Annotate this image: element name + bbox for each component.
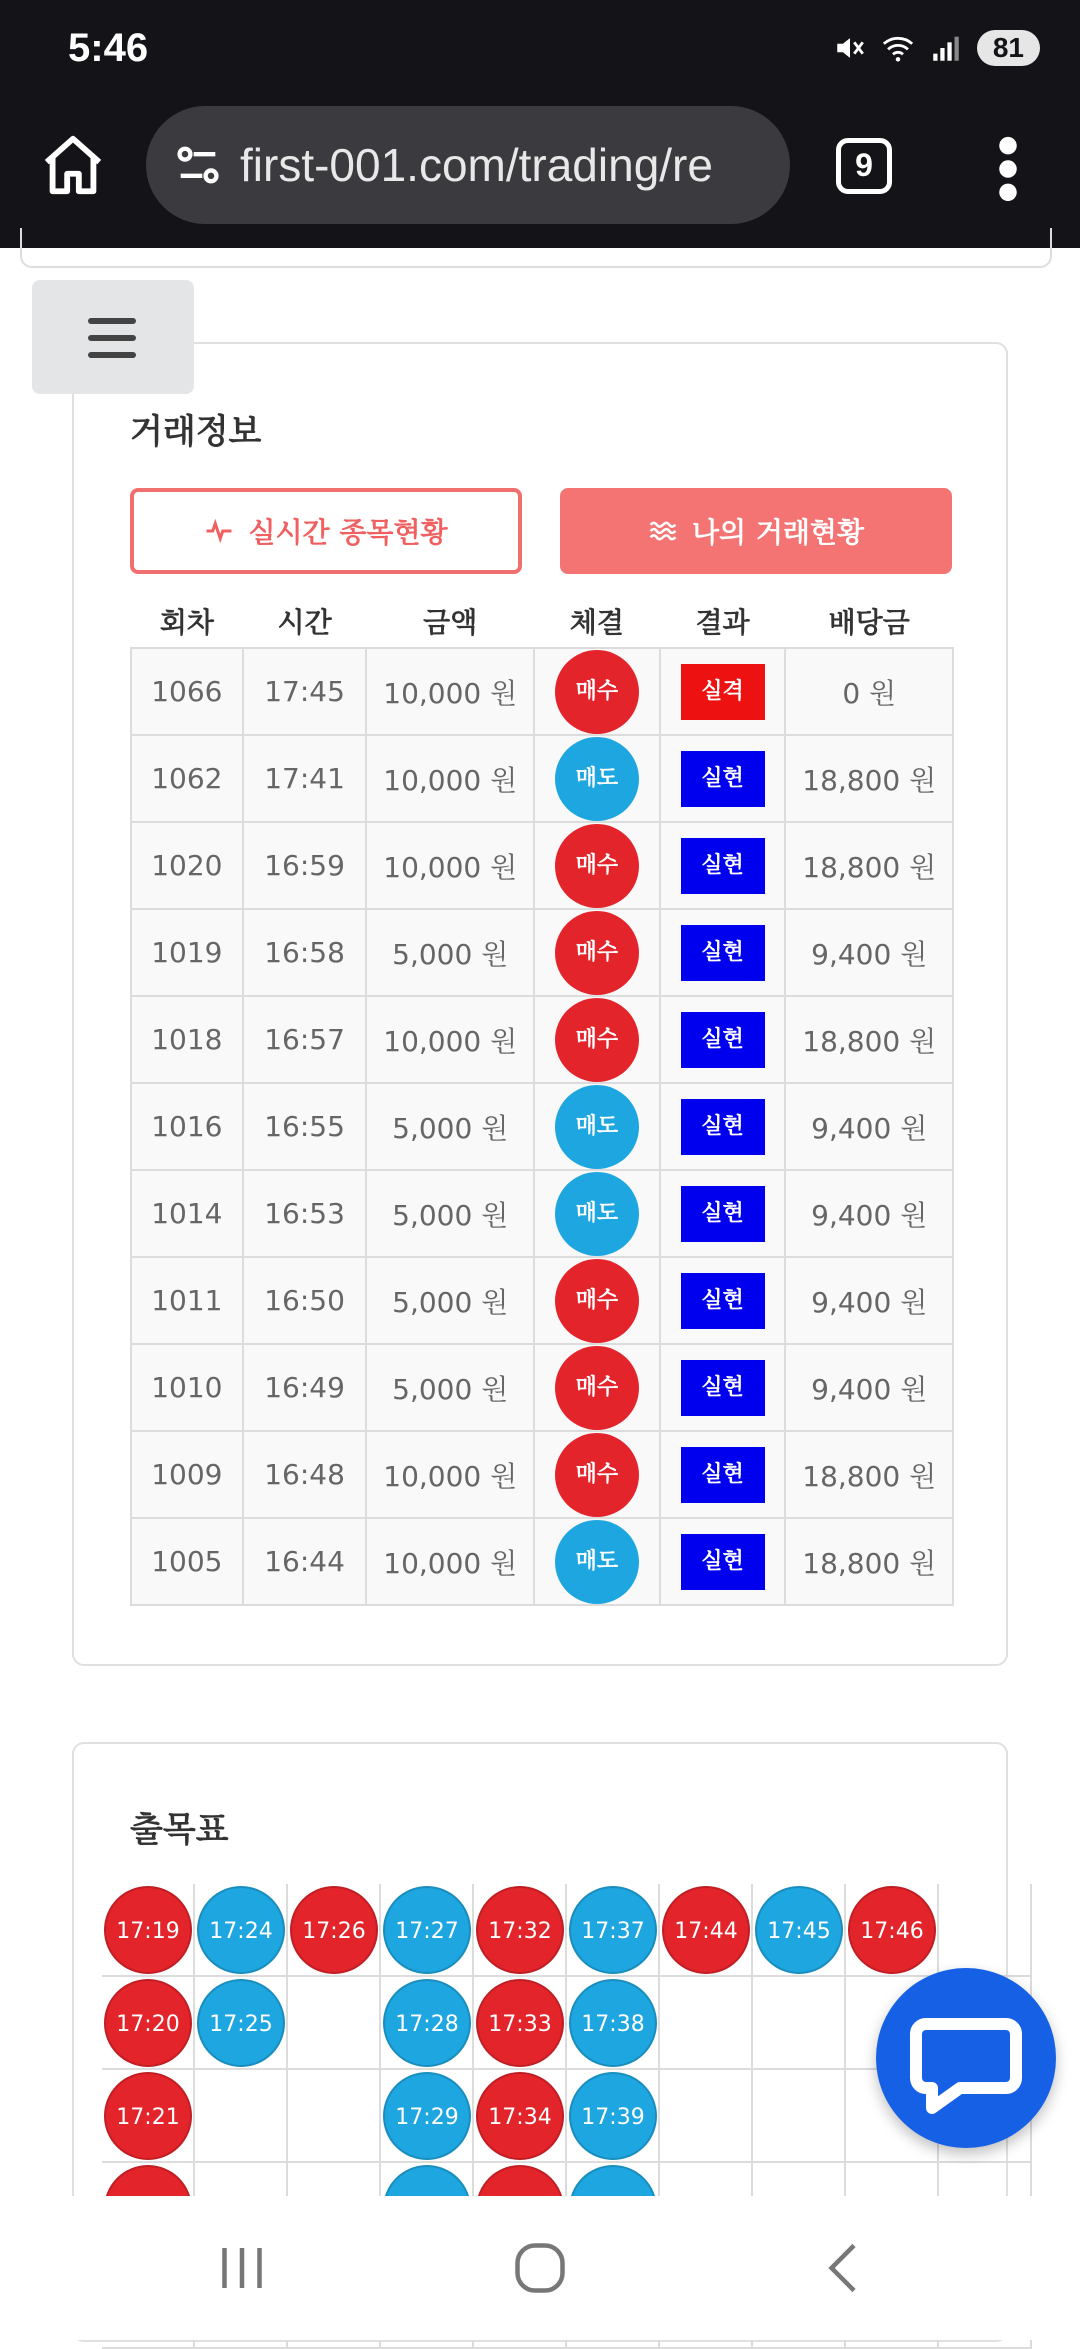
payout-cell: 18,800 원 [785,1431,953,1518]
recent-apps-icon[interactable] [212,2238,272,2298]
time-cell: 16:48 [243,1431,367,1518]
grid-cell [753,1977,846,2070]
table-row [131,1431,953,1518]
table-row [131,1518,953,1605]
signal-icon [929,31,963,65]
buy-chip: 17:44 [662,1886,750,1974]
time-cell: 17:41 [243,735,367,822]
mute-icon [833,31,867,65]
result-cell [660,1257,786,1344]
sell-chip: 17:39 [569,2072,657,2160]
result-badge: 실현 [681,1099,765,1155]
buy-chip: 17:46 [848,1886,936,1974]
round-cell: 1016 [131,1083,243,1170]
column-header: 회차 [159,605,214,639]
side-cell [534,1344,660,1431]
payout-cell: 9,400 원 [785,1344,953,1431]
payout-cell: 9,400 원 [785,1170,953,1257]
trade-info-title: 거래정보 [130,412,262,452]
time-cell: 16:59 [243,822,367,909]
column-header: 체결 [569,605,624,639]
time-cell: 16:58 [243,909,367,996]
column-header: 금액 [423,605,478,639]
table-row [131,996,953,1083]
time-cell: 17:45 [243,648,367,735]
time-cell: 16:53 [243,1170,367,1257]
result-cell [660,1344,786,1431]
payout-cell: 18,800 원 [785,996,953,1083]
round-cell: 1009 [131,1431,243,1518]
buy-badge: 매수 [555,1259,639,1343]
table-header-row [131,594,953,648]
buy-badge: 매수 [555,824,639,908]
column-header: 시간 [277,605,332,639]
round-cell: 1010 [131,1344,243,1431]
result-badge: 실현 [681,1273,765,1329]
system-nav-bar [0,2196,1080,2340]
chat-button[interactable] [876,1968,1056,2148]
result-badge: 실현 [681,838,765,894]
side-cell [534,822,660,909]
home-icon[interactable] [38,130,108,200]
page-content [0,248,1080,2196]
result-cell [660,909,786,996]
grid-cell [288,1977,381,2070]
status-time: 5:46 [68,26,149,70]
result-cell [660,735,786,822]
table-row [131,648,953,735]
side-cell [534,1170,660,1257]
sell-chip: 17:28 [383,1979,471,2067]
table-row [131,1083,953,1170]
payout-cell: 9,400 원 [785,909,953,996]
amount-cell: 10,000 원 [366,648,534,735]
sell-chip: 17:29 [383,2072,471,2160]
buy-badge: 매수 [555,998,639,1082]
sell-chip: 17:37 [569,1886,657,1974]
payout-cell: 9,400 원 [785,1257,953,1344]
result-cell [660,648,786,735]
payout-cell: 18,800 원 [785,822,953,909]
buy-chip: 17:21 [104,2072,192,2160]
result-badge: 실격 [681,664,765,720]
amount-cell: 10,000 원 [366,822,534,909]
amount-cell: 10,000 원 [366,1431,534,1518]
result-cell [660,1518,786,1605]
payout-cell: 18,800 원 [785,735,953,822]
result-cell [660,1431,786,1518]
table-row [131,1344,953,1431]
sell-badge: 매도 [555,1520,639,1604]
status-icons [833,30,1040,66]
buy-badge: 매수 [555,911,639,995]
side-cell [534,996,660,1083]
round-cell: 1014 [131,1170,243,1257]
amount-cell: 10,000 원 [366,1518,534,1605]
amount-cell: 5,000 원 [366,909,534,996]
table-row [131,1257,953,1344]
buy-chip: 17:33 [476,1979,564,2067]
sell-chip: 17:24 [197,1886,285,1974]
round-cell: 1019 [131,909,243,996]
result-cell [660,1170,786,1257]
my-trades-button[interactable] [560,488,952,574]
buy-chip: 17:20 [104,1979,192,2067]
tab-switcher-button[interactable]: 9 [836,138,892,194]
sell-chip: 17:38 [569,1979,657,2067]
round-cell: 1066 [131,648,243,735]
payout-cell: 0 원 [785,648,953,735]
browser-toolbar [0,100,1080,248]
grid-cell [195,2070,288,2163]
result-badge: 실현 [681,1534,765,1590]
waves-icon [648,516,678,546]
round-cell: 1005 [131,1518,243,1605]
result-cell [660,1083,786,1170]
status-bar [0,0,1080,100]
round-cell: 1011 [131,1257,243,1344]
buy-chip: 17:32 [476,1886,564,1974]
side-cell [534,735,660,822]
outcome-chart-title: 출목표 [130,1810,229,1850]
back-icon[interactable] [814,2238,874,2298]
result-cell [660,996,786,1083]
buy-chip: 17:19 [104,1886,192,1974]
grid-cell [660,1977,753,2070]
sell-chip: 17:45 [755,1886,843,1974]
result-badge: 실현 [681,1012,765,1068]
chat-bubble-icon [876,1968,1056,2148]
column-header: 배당금 [828,605,910,639]
pulse-icon [204,516,234,546]
table-body [131,648,953,1605]
time-cell: 16:49 [243,1344,367,1431]
table-row [131,735,953,822]
grid-cell [288,2070,381,2163]
site-settings-icon[interactable] [172,139,224,191]
trade-info-card [72,342,1008,1666]
sell-chip: 17:27 [383,1886,471,1974]
time-cell: 16:55 [243,1083,367,1170]
side-cell [534,1083,660,1170]
result-badge: 실현 [681,1360,765,1416]
buy-badge: 매수 [555,1433,639,1517]
url-text[interactable]: first-001.com/trading/re [240,139,713,191]
side-cell [534,648,660,735]
result-badge: 실현 [681,1186,765,1242]
sell-chip: 17:25 [197,1979,285,2067]
side-cell [534,1431,660,1518]
time-cell: 16:44 [243,1518,367,1605]
address-bar[interactable] [146,106,790,224]
round-cell: 1062 [131,735,243,822]
battery-indicator: 81 [977,30,1040,66]
round-cell: 1020 [131,822,243,909]
buy-badge: 매수 [555,650,639,734]
home-nav-icon[interactable] [510,2238,570,2298]
round-cell: 1018 [131,996,243,1083]
table-row [131,822,953,909]
buy-badge: 매수 [555,1346,639,1430]
grid-cell [660,2070,753,2163]
wifi-icon [881,31,915,65]
buy-chip: 17:34 [476,2072,564,2160]
grid-cell [939,1884,1032,1977]
more-options-icon[interactable] [996,134,1020,204]
amount-cell: 10,000 원 [366,996,534,1083]
column-header: 결과 [695,605,750,639]
table-row [131,909,953,996]
sell-badge: 매도 [555,1085,639,1169]
side-cell [534,1257,660,1344]
amount-cell: 10,000 원 [366,735,534,822]
amount-cell: 5,000 원 [366,1083,534,1170]
trade-history-table [130,594,954,1606]
sell-badge: 매도 [555,1172,639,1256]
hamburger-menu-button[interactable] [32,280,194,394]
time-cell: 16:50 [243,1257,367,1344]
payout-cell: 9,400 원 [785,1083,953,1170]
payout-cell: 18,800 원 [785,1518,953,1605]
time-cell: 16:57 [243,996,367,1083]
result-badge: 실현 [681,925,765,981]
amount-cell: 5,000 원 [366,1257,534,1344]
side-cell [534,909,660,996]
side-cell [534,1518,660,1605]
buy-chip: 17:26 [290,1886,378,1974]
amount-cell: 5,000 원 [366,1344,534,1431]
grid-cell [753,2070,846,2163]
amount-cell: 5,000 원 [366,1170,534,1257]
previous-card-edge [20,228,1052,268]
result-badge: 실현 [681,1447,765,1503]
table-row [131,1170,953,1257]
realtime-status-button[interactable] [130,488,522,574]
my-trades-label: 나의 거래현황 [691,516,865,549]
result-cell [660,822,786,909]
result-badge: 실현 [681,751,765,807]
realtime-status-label: 실시간 종목현황 [248,516,448,549]
sell-badge: 매도 [555,737,639,821]
